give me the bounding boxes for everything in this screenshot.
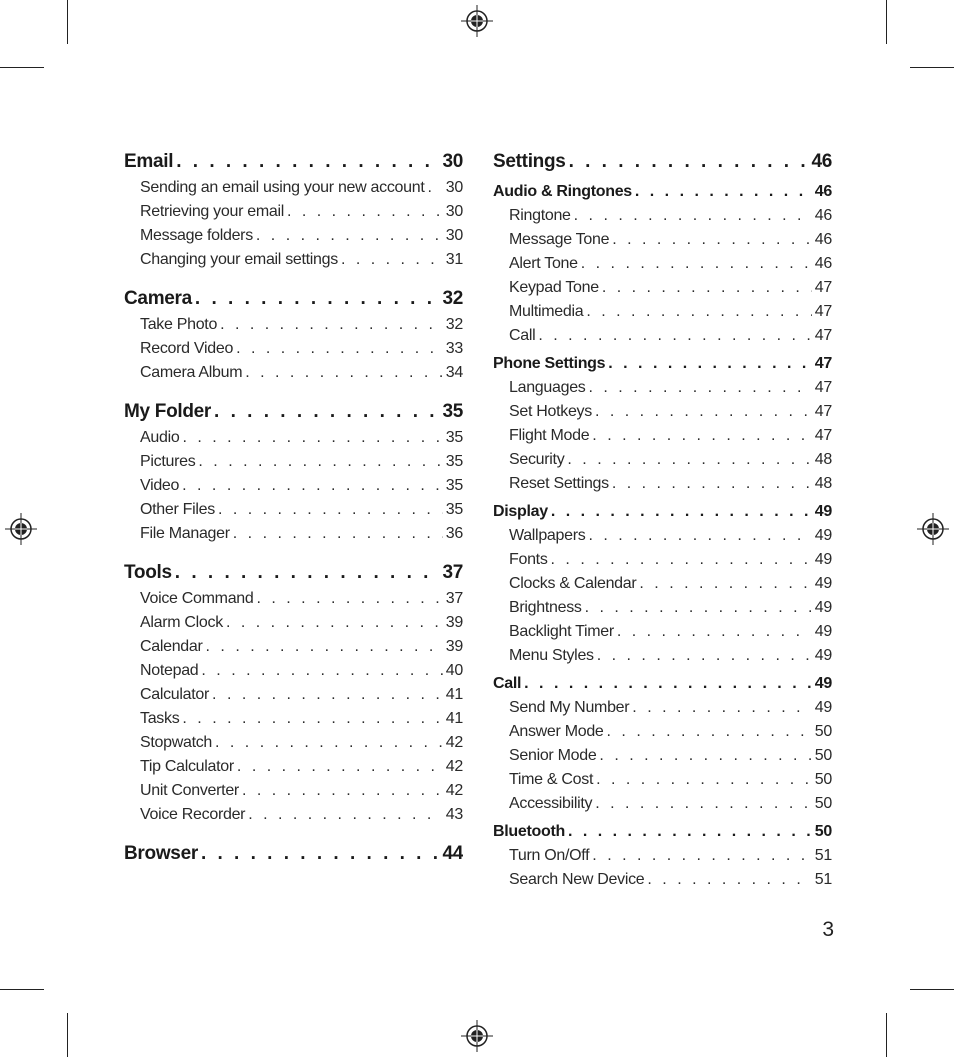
toc-item-label: Wallpapers [509,527,586,544]
dot-leader [599,747,811,765]
toc-page-number: 50 [814,795,832,812]
toc-page-number: 39 [445,638,463,655]
dot-leader [248,806,443,824]
toc-item-row [124,704,463,728]
dot-leader [257,590,443,608]
toc-page-number: 35 [442,401,463,422]
registration-mark-icon [461,5,493,37]
toc-chapter-row [124,841,463,865]
toc-item-row [493,297,832,321]
toc-item-row [124,197,463,221]
toc-section-row [493,669,832,693]
dot-leader [237,758,443,776]
toc-item-label: Alarm Clock [140,614,223,631]
toc-item-row [493,717,832,741]
toc-page-number: 40 [445,662,463,679]
toc-item-label: Call [509,327,536,344]
toc-item-label: Audio [140,429,180,446]
dot-leader [551,551,812,569]
page-number: 3 [822,918,834,941]
toc-section-label: Call [493,675,522,692]
toc-chapter-row [124,286,463,310]
toc-item-label: Other Files [140,501,215,518]
dot-leader [602,279,812,297]
toc-page-number: 42 [445,734,463,751]
toc-right-column [493,149,832,889]
toc-page-number: 35 [445,477,463,494]
toc-item-label: Take Photo [140,316,218,333]
toc-item-label: Multimedia [509,303,584,320]
toc-page-number: 34 [445,364,463,381]
toc-item-label: Clocks & Calendar [509,575,637,592]
toc-item-row [493,641,832,665]
toc-item-label: Reset Settings [509,475,609,492]
dot-leader [585,599,812,617]
toc-item-row [124,221,463,245]
toc-item-label: Stopwatch [140,734,213,751]
dot-leader [214,401,439,423]
toc-item-label: Languages [509,379,586,396]
toc-page-number: 51 [814,871,832,888]
toc-item-label: Menu Styles [509,647,594,664]
toc-page-number: 49 [814,503,832,520]
dot-leader [592,427,812,445]
toc-item-label: Calculator [140,686,210,703]
toc-item-label: Unit Converter [140,782,239,799]
toc-page-number: 32 [445,316,463,333]
dot-leader [341,251,443,269]
toc-chapter-row [124,149,463,173]
toc-item-row [493,865,832,889]
toc-item-row [124,358,463,382]
toc-page-number: 47 [814,327,832,344]
toc-page-number: 47 [814,355,832,372]
crop-mark [886,0,887,44]
toc-page-number: 49 [814,647,832,664]
toc-section-row [493,177,832,201]
toc-page-number: 51 [814,847,832,864]
dot-leader [245,364,443,382]
toc-page-number: 41 [445,710,463,727]
dot-leader [592,847,812,865]
toc-item-label: Camera Album [140,364,243,381]
toc-page-number: 35 [445,429,463,446]
toc-chapter-row [124,560,463,584]
toc-item-row [493,249,832,273]
dot-leader [612,231,812,249]
toc-page-number: 46 [811,151,832,172]
toc-item-label: Search New Device [509,871,645,888]
toc-item-label: Accessibility [509,795,593,812]
toc-item-label: Retrieving your email [140,203,284,220]
toc-page-number: 33 [445,340,463,357]
toc-item-label: Sending an email using your new account [140,179,425,196]
toc-item-label: Keypad Tone [509,279,599,296]
toc-item-label: Fonts [509,551,548,568]
toc-item-row [493,569,832,593]
dot-leader [567,451,811,469]
toc-item-row [124,800,463,824]
toc-item-row [124,334,463,358]
dot-leader [226,614,443,632]
toc-item-label: Voice Recorder [140,806,246,823]
dot-leader [198,453,442,471]
toc-item-row [493,765,832,789]
dot-leader [588,527,811,545]
dot-leader [608,355,812,373]
toc-item-row [124,656,463,680]
dot-leader [596,771,812,789]
toc-page-number: 44 [442,843,463,864]
toc-chapter-row [124,399,463,423]
dot-leader [182,429,442,447]
toc-item-row [493,693,832,717]
toc-item-row [124,423,463,447]
dot-leader [586,303,811,321]
toc-item-row [493,397,832,421]
toc-item-row [493,741,832,765]
dot-leader [524,675,812,693]
toc-item-label: Notepad [140,662,199,679]
toc-page-number: 49 [814,699,832,716]
dot-leader [220,316,443,334]
toc-page-number: 50 [814,771,832,788]
toc-item-label: Time & Cost [509,771,594,788]
dot-leader [287,203,443,221]
toc-item-label: Voice Command [140,590,254,607]
dot-leader [175,562,440,584]
toc-chapter-label: Camera [124,288,192,309]
toc-page-number: 30 [445,203,463,220]
toc-item-row [124,728,463,752]
toc-chapter-label: My Folder [124,401,212,422]
dot-leader [236,340,443,358]
toc-item-row [493,469,832,493]
toc-page-number: 47 [814,379,832,396]
toc-chapter-label: Tools [124,562,172,583]
toc-page-number: 35 [445,501,463,518]
toc-item-row [124,584,463,608]
toc-page-number: 35 [445,453,463,470]
dot-leader [182,710,442,728]
dot-leader [428,179,443,197]
toc-item-label: Brightness [509,599,582,616]
dot-leader [242,782,443,800]
toc-item-row [493,445,832,469]
toc-page-number: 47 [814,279,832,296]
crop-mark [0,989,44,990]
toc-page-number: 39 [445,614,463,631]
toc-chapter-row [493,149,832,173]
toc-page-number: 31 [445,251,463,268]
dot-leader [201,662,442,680]
toc-item-label: Senior Mode [509,747,597,764]
toc-item-row [493,225,832,249]
toc-page-number: 43 [445,806,463,823]
toc-item-label: Answer Mode [509,723,604,740]
toc-page-number: 49 [814,599,832,616]
toc-page-number: 30 [445,227,463,244]
dot-leader [647,871,811,889]
toc-chapter-label: Settings [493,151,566,172]
toc-item-row [493,521,832,545]
toc-section-label: Display [493,503,548,520]
toc-page-number: 37 [442,562,463,583]
toc-item-row [493,841,832,865]
toc-item-label: Send My Number [509,699,630,716]
toc-item-label: Turn On/Off [509,847,590,864]
dot-leader [201,843,440,865]
toc-page-number: 32 [442,288,463,309]
toc-item-label: Set Hotkeys [509,403,592,420]
toc-page-number: 37 [445,590,463,607]
toc-item-label: Alert Tone [509,255,578,272]
dot-leader [632,699,812,717]
toc-item-row [493,593,832,617]
toc-page-number: 30 [445,179,463,196]
crop-mark [886,1013,887,1057]
toc-section-row [493,497,832,521]
toc-page-number: 42 [445,782,463,799]
dot-leader [574,207,812,225]
toc-item-label: Calendar [140,638,203,655]
dot-leader [595,795,812,813]
dot-leader [595,403,812,421]
toc-item-row [493,201,832,225]
toc-page-number: 46 [814,255,832,272]
toc-item-row [124,447,463,471]
toc-page-number: 41 [445,686,463,703]
toc-page-number: 36 [445,525,463,542]
toc-item-row [124,608,463,632]
crop-mark [67,1013,68,1057]
dot-leader [597,647,812,665]
dot-leader [639,575,811,593]
dot-leader [538,327,811,345]
toc-item-row [493,421,832,445]
dot-leader [218,501,443,519]
dot-leader [233,525,443,543]
toc-page-number: 50 [814,823,832,840]
toc-page-number: 46 [814,183,832,200]
toc-item-row [493,321,832,345]
toc-item-row [124,310,463,334]
toc-item-row [493,617,832,641]
dot-leader [569,151,809,173]
crop-mark [910,989,954,990]
toc-item-row [124,495,463,519]
toc-item-label: Video [140,477,180,494]
toc-item-label: Record Video [140,340,234,357]
toc-item-row [124,519,463,543]
toc-page-number: 49 [814,623,832,640]
dot-leader [635,183,812,201]
toc-section-label: Phone Settings [493,355,606,372]
toc-item-row [124,471,463,495]
toc-item-row [124,632,463,656]
toc-item-label: Pictures [140,453,196,470]
dot-leader [212,686,443,704]
toc-chapter-label: Email [124,151,174,172]
toc-page-number: 49 [814,675,832,692]
toc-page-number: 42 [445,758,463,775]
crop-mark [0,67,44,68]
toc-page-number: 30 [442,151,463,172]
toc-left-column [124,149,463,865]
toc-page-number: 47 [814,403,832,420]
toc-page-number: 46 [814,231,832,248]
toc-item-label: Backlight Timer [509,623,614,640]
toc-section-row [493,349,832,373]
toc-page-number: 47 [814,303,832,320]
toc-item-label: Tasks [140,710,180,727]
dot-leader [215,734,443,752]
toc-page-number: 48 [814,475,832,492]
dot-leader [206,638,443,656]
toc-item-row [493,545,832,569]
crop-mark [67,0,68,44]
dot-leader [195,288,440,310]
toc-page-number: 48 [814,451,832,468]
dot-leader [256,227,443,245]
dot-leader [568,823,812,841]
dot-leader [176,151,439,173]
registration-mark-icon [461,1020,493,1052]
dot-leader [612,475,812,493]
toc-item-label: Ringtone [509,207,571,224]
dot-leader [607,723,812,741]
toc-item-row [124,752,463,776]
toc-item-label: Message folders [140,227,253,244]
toc-page-number: 49 [814,551,832,568]
toc-item-label: Flight Mode [509,427,590,444]
dot-leader [617,623,812,641]
toc-page-number: 50 [814,723,832,740]
crop-mark [910,67,954,68]
toc-item-row [124,245,463,269]
dot-leader [182,477,443,495]
toc-item-label: Tip Calculator [140,758,234,775]
toc-item-row [493,273,832,297]
toc-chapter-label: Browser [124,843,198,864]
toc-item-row [124,680,463,704]
toc-item-row [124,173,463,197]
toc-section-label: Audio & Ringtones [493,183,632,200]
registration-mark-icon [917,513,949,545]
dot-leader [589,379,812,397]
toc-item-label: Changing your email settings [140,251,338,268]
dot-leader [551,503,812,521]
toc-item-label: Message Tone [509,231,610,248]
toc-item-row [493,789,832,813]
registration-mark-icon [5,513,37,545]
dot-leader [581,255,812,273]
toc-item-row [124,776,463,800]
toc-item-label: File Manager [140,525,230,542]
toc-section-row [493,817,832,841]
toc-item-row [493,373,832,397]
toc-section-label: Bluetooth [493,823,565,840]
toc-page-number: 47 [814,427,832,444]
toc-page-number: 49 [814,527,832,544]
toc-item-label: Security [509,451,565,468]
toc-page-number: 46 [814,207,832,224]
toc-page-number: 50 [814,747,832,764]
toc-page-number: 49 [814,575,832,592]
